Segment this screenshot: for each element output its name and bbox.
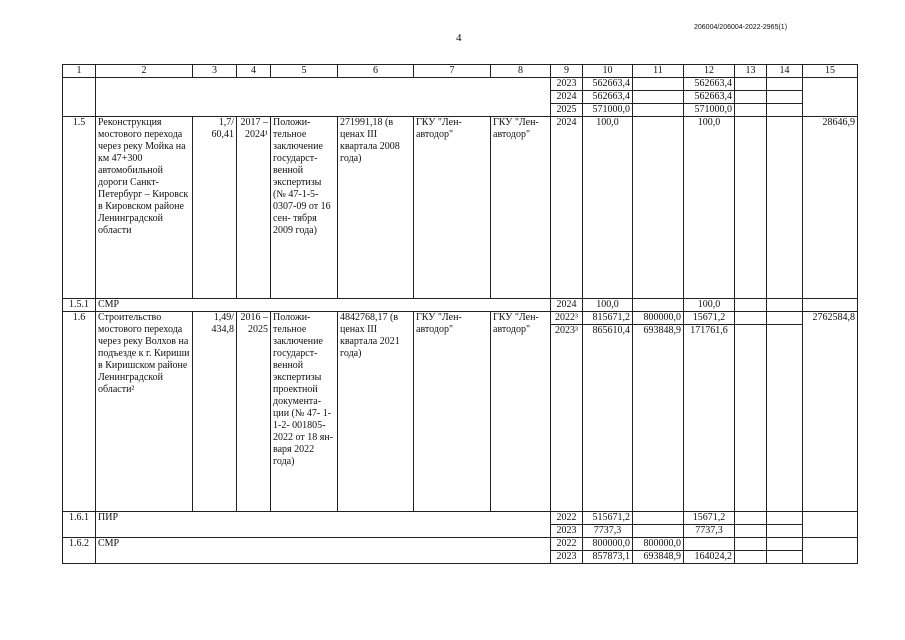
header-cell: 7 (414, 65, 491, 78)
header-row (63, 65, 858, 78)
table-row (63, 512, 858, 525)
header-cell: 3 (193, 65, 237, 78)
row-number: 1.5 (63, 117, 96, 299)
year-cell: 2024 (551, 299, 583, 312)
value-cell: 515671,2 (583, 512, 633, 525)
cost-cell: 4842768,17 (в ценах III квартала 2021 года) (338, 312, 414, 512)
year-cell: 2023³ (551, 325, 583, 512)
header-cell: 14 (767, 65, 803, 78)
value-cell: 800000,0 (583, 538, 633, 551)
customer-cell: ГКУ "Лен- автодор" (414, 312, 491, 512)
year-cell: 2024 (551, 117, 583, 299)
row-number: 1.6.1 (63, 512, 96, 538)
header-cell: 12 (684, 65, 735, 78)
table-cell (803, 538, 858, 564)
expertise-cell: Положи- тельное заключение государст- венной экспертизы (№ 47-1-5- 0307-09 от 16 сен- тября 2009 года) (271, 117, 338, 299)
value-cell: 865610,4 (583, 325, 633, 512)
table-row (63, 538, 858, 551)
developer-cell: ГКУ "Лен- автодор" (491, 312, 551, 512)
row-number: 1.6.2 (63, 538, 96, 564)
value-cell (735, 551, 767, 564)
value-cell (803, 299, 858, 312)
expertise-cell: Положи- тельное заключение государст- венной экспертизы проектной документа- ции (№ 47- 1-1-2- 001805- 2022 от 18 ян- варя 2022 года) (271, 312, 338, 512)
value-cell: 571000,0 (684, 104, 735, 117)
table-cell (96, 78, 551, 117)
year-cell: 2022 (551, 538, 583, 551)
value-cell: 15671,2 (684, 312, 735, 325)
row-number: 1.5.1 (63, 299, 96, 312)
value-cell (767, 104, 803, 117)
capacity-cell: 1,49/ 434,8 (193, 312, 237, 512)
value-cell: 815671,2 (583, 312, 633, 325)
value-cell: 800000,0 (633, 538, 684, 551)
value-cell: 800000,0 (633, 312, 684, 325)
value-cell: 7737,3 (684, 525, 735, 538)
value-cell: 7737,3 (583, 525, 633, 538)
year-cell: 2023 (551, 78, 583, 91)
header-cell: 5 (271, 65, 338, 78)
customer-cell: ГКУ "Лен- автодор" (414, 117, 491, 299)
value-cell (767, 91, 803, 104)
year-cell: 2023 (551, 525, 583, 538)
year-cell: 2022 (551, 512, 583, 525)
header-cell: 15 (803, 65, 858, 78)
header-cell: 9 (551, 65, 583, 78)
value-cell (735, 538, 767, 551)
capacity-cell: 1,7/ 60,41 (193, 117, 237, 299)
value-cell (767, 525, 803, 538)
value-cell (735, 525, 767, 538)
work-type-cell: СМР (96, 538, 551, 564)
work-type-cell: ПИР (96, 512, 551, 538)
value-cell (767, 538, 803, 551)
table-cell (63, 78, 96, 117)
program-table (62, 64, 858, 564)
work-type-cell: СМР (96, 299, 551, 312)
value-cell (633, 525, 684, 538)
value-cell: 562663,4 (583, 78, 633, 91)
value-cell (633, 117, 684, 299)
value-cell (767, 325, 803, 512)
value-cell (767, 512, 803, 525)
total-cell: 2762584,8 (803, 312, 858, 512)
header-cell: 8 (491, 65, 551, 78)
header-cell: 10 (583, 65, 633, 78)
table-row (63, 299, 858, 312)
year-cell: 2025 (551, 104, 583, 117)
value-cell (767, 117, 803, 299)
value-cell (735, 78, 767, 91)
value-cell: 164024,2 (684, 551, 735, 564)
value-cell: 571000,0 (583, 104, 633, 117)
value-cell: 562663,4 (684, 91, 735, 104)
value-cell: 857873,1 (583, 551, 633, 564)
table-cell (803, 78, 858, 117)
value-cell: 693848,9 (633, 325, 684, 512)
value-cell (735, 299, 767, 312)
value-cell (735, 91, 767, 104)
period-cell: 2016 – 2025 (237, 312, 271, 512)
value-cell (767, 551, 803, 564)
value-cell (633, 78, 684, 91)
header-cell: 4 (237, 65, 271, 78)
value-cell (735, 117, 767, 299)
header-cell: 11 (633, 65, 684, 78)
year-cell: 2024 (551, 91, 583, 104)
document-id: 206004/206004-2022-2965(1) (694, 24, 788, 31)
table-row (63, 78, 858, 91)
period-cell: 2017 – 2024¹ (237, 117, 271, 299)
cost-cell: 271991,18 (в ценах III квартала 2008 года) (338, 117, 414, 299)
value-cell: 100,0 (583, 117, 633, 299)
header-cell: 6 (338, 65, 414, 78)
object-name: Строительство мостового перехода через реку Волхов на подъезде к г. Кириши в Киришском районе Ленинградской области² (96, 312, 193, 512)
value-cell (767, 312, 803, 325)
page-number: 4 (456, 32, 462, 44)
value-cell (767, 78, 803, 91)
developer-cell: ГКУ "Лен- автодор" (491, 117, 551, 299)
value-cell (735, 312, 767, 325)
value-cell: 171761,6 (684, 325, 735, 512)
value-cell (735, 325, 767, 512)
value-cell: 693848,9 (633, 551, 684, 564)
value-cell (684, 538, 735, 551)
value-cell (633, 512, 684, 525)
value-cell (735, 512, 767, 525)
value-cell: 562663,4 (684, 78, 735, 91)
row-number: 1.6 (63, 312, 96, 512)
table-cell (803, 512, 858, 538)
value-cell (767, 299, 803, 312)
value-cell (633, 104, 684, 117)
year-cell: 2022³ (551, 312, 583, 325)
value-cell: 100,0 (583, 299, 633, 312)
table-row (63, 312, 858, 325)
year-cell: 2023 (551, 551, 583, 564)
value-cell (735, 104, 767, 117)
table-row (63, 117, 858, 299)
value-cell (633, 91, 684, 104)
value-cell (633, 299, 684, 312)
value-cell: 100,0 (684, 117, 735, 299)
object-name: Реконструкция мостового перехода через реку Мойка на км 47+300 автомобильной дороги Санкт- Петербург – Кировск в Кировском районе Ленинградской области (96, 117, 193, 299)
value-cell: 100,0 (684, 299, 735, 312)
header-cell: 2 (96, 65, 193, 78)
value-cell: 15671,2 (684, 512, 735, 525)
total-cell: 28646,9 (803, 117, 858, 299)
value-cell: 562663,4 (583, 91, 633, 104)
header-cell: 1 (63, 65, 96, 78)
header-cell: 13 (735, 65, 767, 78)
